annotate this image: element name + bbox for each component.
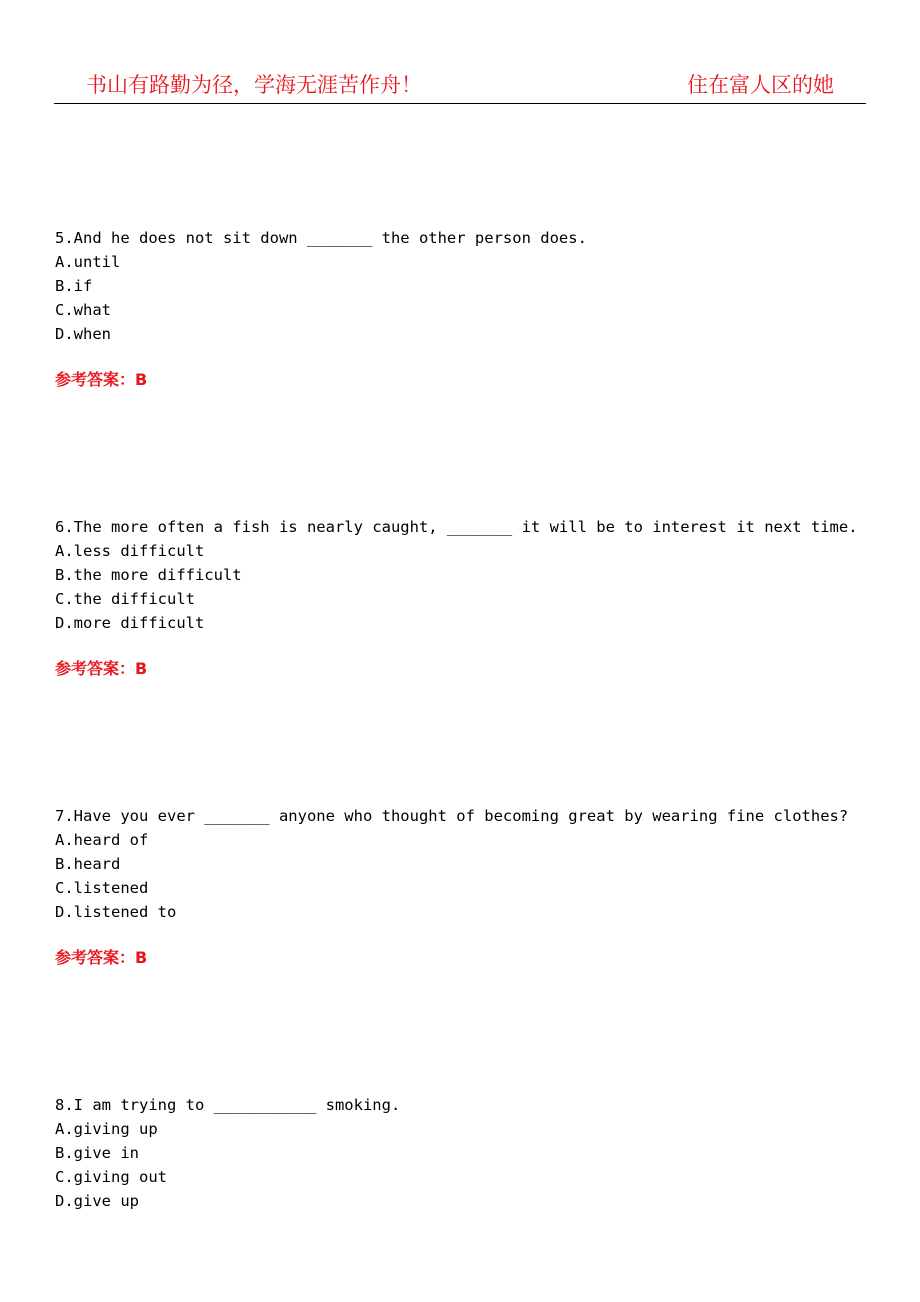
option-a: A.until xyxy=(55,253,121,271)
option-c: C.what xyxy=(55,301,111,319)
option-b: B.heard xyxy=(55,855,121,873)
option-c: C.giving out xyxy=(55,1168,167,1186)
question-stem: 8.I am trying to ___________ smoking. xyxy=(55,1096,401,1114)
question-7 xyxy=(55,804,875,968)
option-a: A.less difficult xyxy=(55,542,205,560)
reference-answer: 参考答案：B xyxy=(55,370,148,389)
header-author: 住在富人区的她 xyxy=(687,73,834,97)
question-8 xyxy=(55,1093,875,1213)
option-b: B.give in xyxy=(55,1144,139,1162)
reference-answer: 参考答案：B xyxy=(55,948,148,967)
option-b: B.the more difficult xyxy=(55,566,242,584)
option-d: D.when xyxy=(55,325,111,343)
question-stem: 5.And he does not sit down _______ the other person does. xyxy=(55,229,587,247)
question-stem: 7.Have you ever _______ anyone who thought of becoming great by wearing fine clothes? xyxy=(55,807,849,825)
option-b: B.if xyxy=(55,277,93,295)
page-header xyxy=(54,70,866,104)
option-d: D.more difficult xyxy=(55,614,205,632)
question-6 xyxy=(55,515,875,679)
option-d: D.listened to xyxy=(55,903,177,921)
option-c: C.the difficult xyxy=(55,590,195,608)
question-5 xyxy=(55,226,875,390)
option-c: C.listened xyxy=(55,879,149,897)
reference-answer: 参考答案：B xyxy=(55,659,148,678)
header-motto: 书山有路勤为径，学海无涯苦作舟！ xyxy=(86,73,422,97)
option-d: D.give up xyxy=(55,1192,139,1210)
option-a: A.giving up xyxy=(55,1120,158,1138)
question-stem: 6.The more often a fish is nearly caught, _______ it will be to interest it next time. xyxy=(55,518,858,536)
option-a: A.heard of xyxy=(55,831,149,849)
